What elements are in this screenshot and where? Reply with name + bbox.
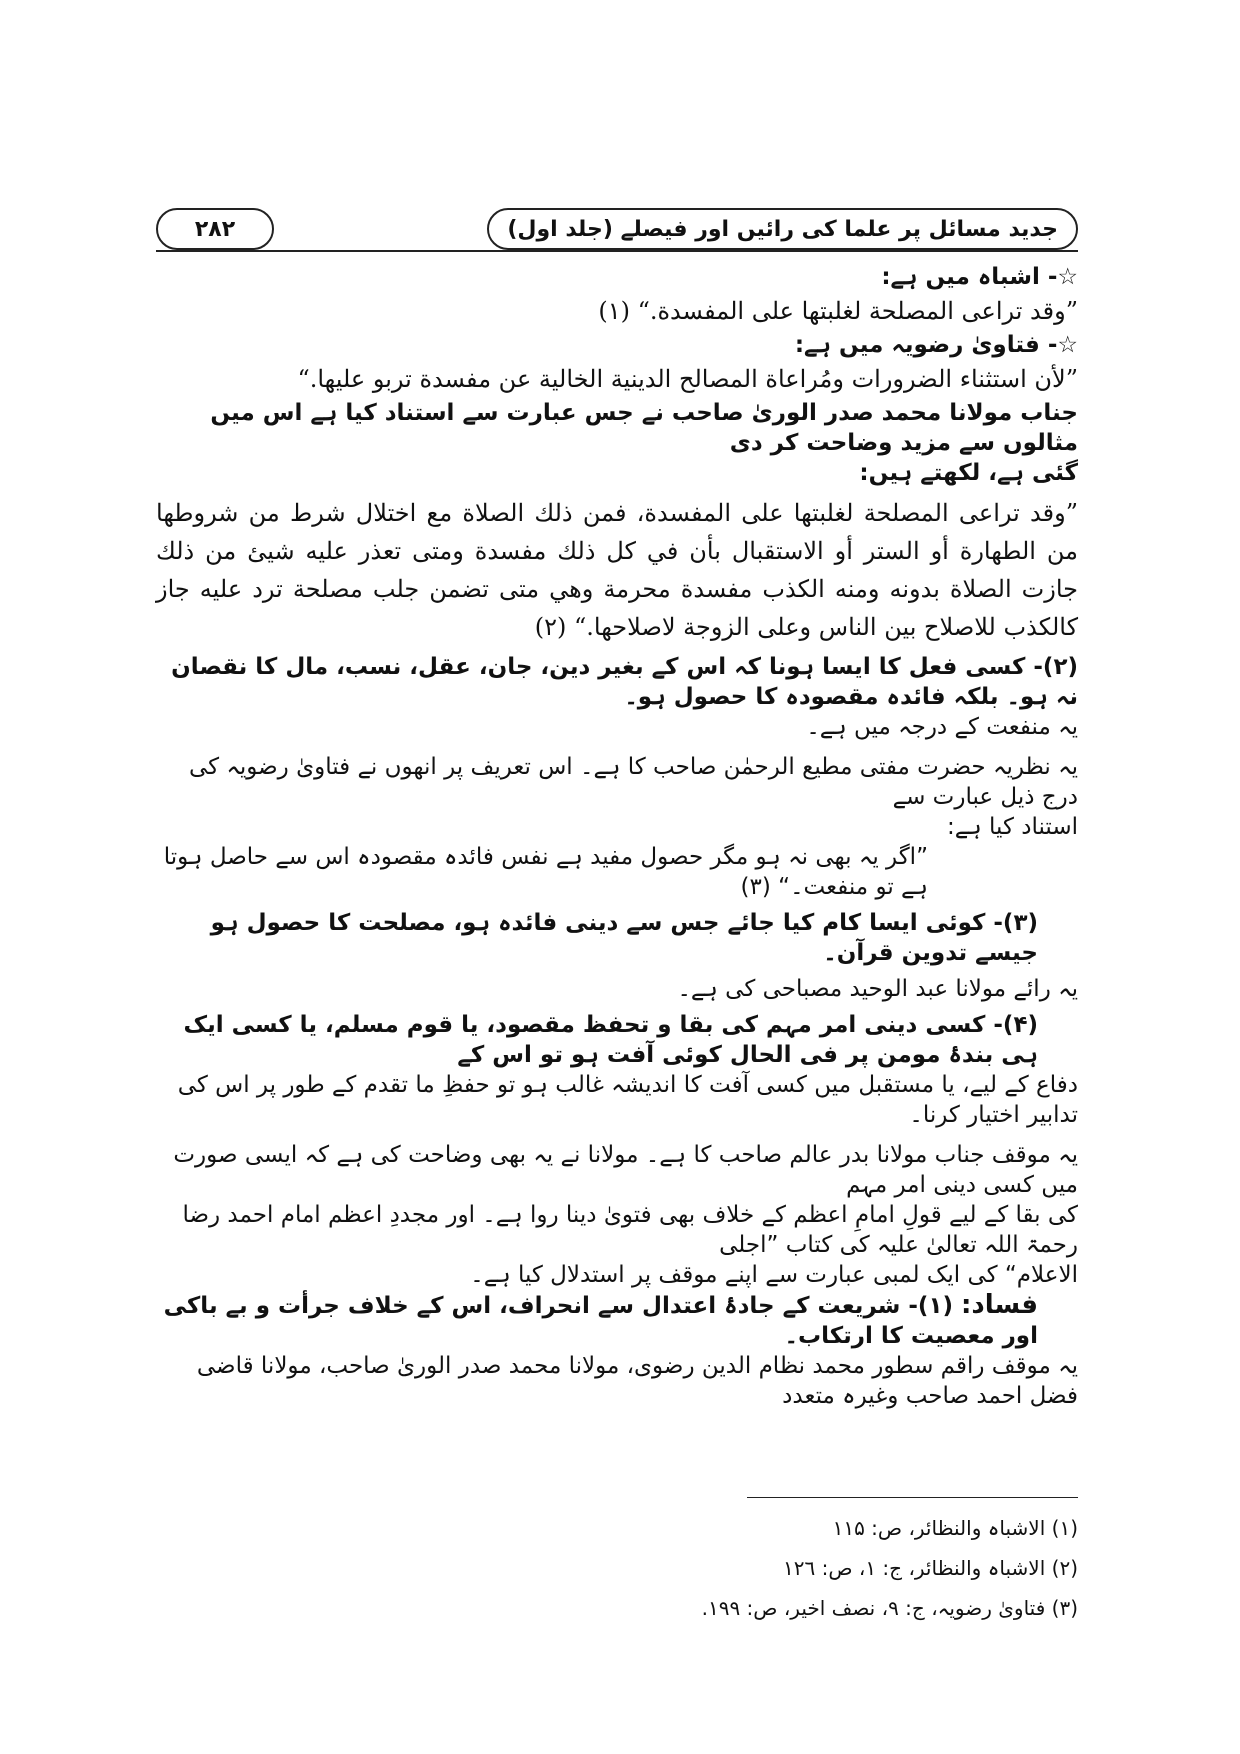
text-line: یہ موقف جناب مولانا بدر عالم صاحب کا ہے۔ مولانا نے یہ بھی وضاحت کی ہے کہ ایسی صورت میں کسی دینی امر مہم bbox=[173, 1142, 1078, 1198]
text-line: الاعلام“ کی ایک لمبی عبارت سے اپنے موقف پر استدلال کیا ہے۔ bbox=[470, 1262, 1078, 1288]
arabic-quote: ”وقد تراعى المصلحة لغلبتها على المفسدة.“ (۱) bbox=[598, 297, 1078, 325]
text-line: جناب مولانا محمد صدر الوریٰ صاحب نے جس عبارت سے استناد کیا ہے اس میں مثالوں سے مزید وضاحت کر دی bbox=[210, 400, 1078, 456]
arabic-quote: ”وقد تراعى المصلحة لغلبتها على المفسدة، فمن ذلك الصلاة مع اختلال شرط من شروطها من الطهارة أو الستر أو الاستقبال بأن في كل ذلك مفسدة ومتى تعذر عليه شيئ من ذلك جازت الصلاة بدونه ومنه الكذب مفسدة محرمة وهي متى تضمن جلب مصلحة ترد عليه جاز كالكذب للاصلاح بين الناس وعلى الزوجة لاصلاحها.“ (۲) bbox=[156, 499, 1078, 641]
urdu-quote: ”اگر یہ بھی نہ ہو مگر حصول مفید ہے نفس فائدہ مقصودہ اس سے حاصل ہوتا ہے تو منفعت۔“ (۳) bbox=[163, 844, 928, 900]
text-line: (۴)- کسی دینی امر مہم کی بقا و تحفظ مقصود، یا قوم مسلم، یا کسی ایک ہی بندۂ مومن پر فی الحال کوئی آفت ہو تو اس کے bbox=[183, 1012, 1038, 1068]
text-line: یہ نظریہ حضرت مفتی مطیع الرحمٰن صاحب کا ہے۔ اس تعریف پر انھوں نے فتاویٰ رضویہ کی درج ذیل عبارت سے bbox=[188, 754, 1078, 810]
text-line: یہ موقف راقم سطور محمد نظام الدین رضوی، مولانا محمد صدر الوریٰ صاحب، مولانا قاضی فضل احمد صاحب وغیرہ متعدد bbox=[196, 1353, 1078, 1409]
text-line: دفاع کے لیے، یا مستقبل میں کسی آفت کا اندیشہ غالب ہو تو حفظِ ما تقدم کے طور پر اس کی تدابیر اختیار کرنا۔ bbox=[177, 1072, 1078, 1128]
text-line: ☆- اشباہ میں ہے: bbox=[881, 264, 1078, 290]
footnote-item: (۳) فتاویٰ رضویہ، ج: ۹، نصف اخیر، ص: ۱۹۹. bbox=[701, 1596, 1078, 1620]
text-line: (۳)- کوئی ایسا کام کیا جائے جس سے دینی فائدہ ہو، مصلحت کا حصول ہو جیسے تدوین قرآن۔ bbox=[210, 910, 1038, 966]
arabic-quote: ”لأن استثناء الضرورات ومُراعاة المصالح الدينية الخالية عن مفسدة تربو عليها.“ bbox=[297, 365, 1078, 393]
fasad-text: (۱)- شریعت کے جادۂ اعتدال سے انحراف، اس کے خلاف جرأت و بے باکی اور معصیت کا ارتکاب۔ bbox=[163, 1293, 1038, 1349]
fasad-line bbox=[156, 1290, 1078, 1351]
footnote-divider bbox=[747, 1497, 1078, 1498]
footnotes bbox=[600, 1508, 1078, 1628]
book-title: جدید مسائل پر علما کی رائیں اور فیصلے (جلد اول) bbox=[487, 208, 1078, 250]
page-number: ۲۸۲ bbox=[156, 208, 274, 250]
page-header bbox=[156, 208, 1078, 252]
page-body bbox=[156, 262, 1078, 1411]
text-line: کی بقا کے لیے قولِ امامِ اعظم کے خلاف بھی فتویٰ دینا روا ہے۔ اور مجددِ اعظم امام احمد رضا رحمۃ اللہ تعالیٰ علیہ کی کتاب ”اجلی bbox=[182, 1202, 1078, 1258]
footnote-item: (۱) الاشباہ والنظائر، ص: ۱۱۵ bbox=[832, 1516, 1078, 1540]
text-line: ☆- فتاویٰ رضویہ میں ہے: bbox=[794, 332, 1078, 358]
text-line: استناد کیا ہے: bbox=[946, 814, 1078, 840]
text-line: (۲)- کسی فعل کا ایسا ہونا کہ اس کے بغیر دین، جان، عقل، نسب، مال کا نقصان نہ ہو۔ بلکہ فائدہ مقصودہ کا حصول ہو۔ bbox=[171, 654, 1078, 710]
footnote-item: (۲) الاشباہ والنظائر، ج: ۱، ص: ۱۲٦ bbox=[783, 1556, 1078, 1580]
text-line: یہ منفعت کے درجہ میں ہے۔ bbox=[806, 714, 1078, 740]
text-line: گئی ہے، لکھتے ہیں: bbox=[859, 460, 1078, 486]
header-rule bbox=[156, 250, 1078, 252]
fasad-label: فساد: bbox=[961, 1290, 1038, 1320]
text-line: یہ رائے مولانا عبد الوحید مصباحی کی ہے۔ bbox=[677, 976, 1078, 1002]
